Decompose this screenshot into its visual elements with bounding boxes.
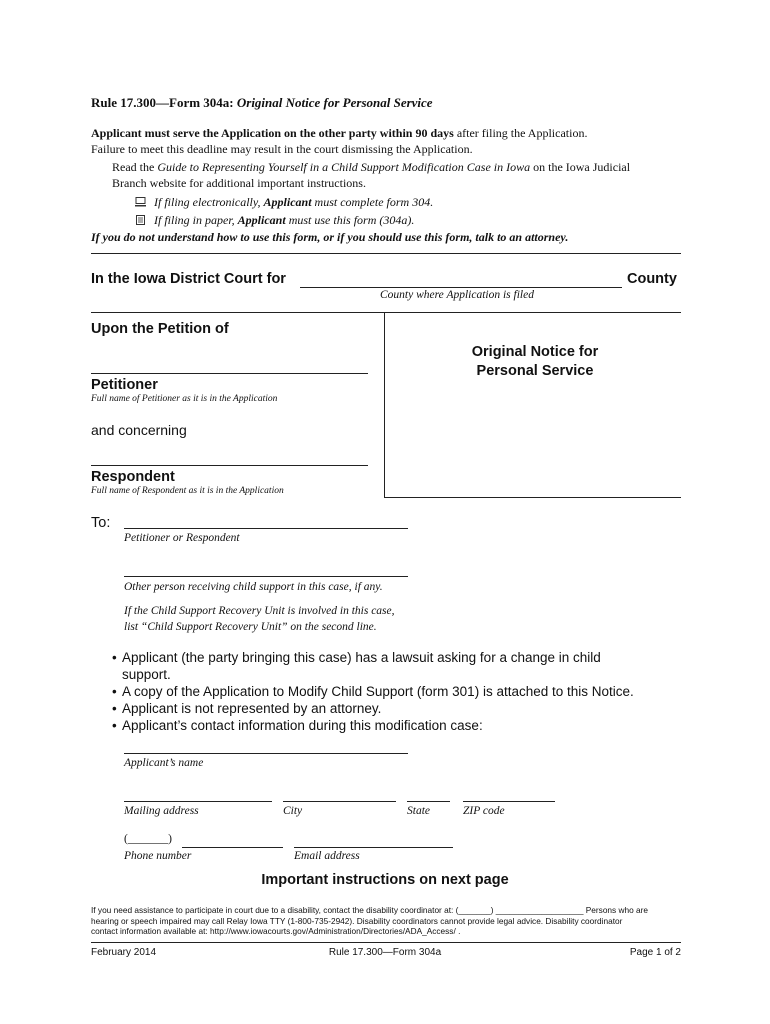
efile-c: must complete form 304. xyxy=(311,195,434,209)
deadline-warning: Failure to meet this deadline may result in the court dismissing the Application. xyxy=(91,142,473,156)
intro-deadline xyxy=(91,125,691,157)
respondent-hint: Full name of Respondent as it is in the Application xyxy=(91,486,284,496)
intro-guide xyxy=(112,159,712,191)
footer-form: Rule 17.300—Form 304a xyxy=(328,947,442,958)
phone-field[interactable] xyxy=(182,847,283,848)
bullet-text: Applicant (the party bringing this case) has a lawsuit asking for a change in child xyxy=(122,650,601,665)
to-line1-hint: Petitioner or Respondent xyxy=(124,532,240,544)
to-line-1[interactable] xyxy=(124,528,408,529)
computer-icon xyxy=(135,197,146,207)
bullet-text: Applicant is not represented by an attorney. xyxy=(122,701,382,716)
efile-line xyxy=(135,193,433,211)
ada-notice xyxy=(91,905,691,937)
bullet-dot: • xyxy=(112,684,117,699)
efile-a: If filing electronically, xyxy=(154,195,264,209)
petitioner-name-field[interactable] xyxy=(91,373,368,374)
ada-line1: If you need assistance to participate in court due to a disability, contact the disability coordinator at: (_______) ___________________ Persons who are xyxy=(91,905,649,915)
footer-page: Page 1 of 2 xyxy=(629,947,681,958)
bullet-item xyxy=(112,717,672,734)
attorney-warning: If you do not understand how to use this form, or if you should use this form, talk to an attorney. xyxy=(91,230,569,244)
notice-title xyxy=(430,343,640,381)
read-prefix: Read the xyxy=(112,160,158,174)
phone-label: Phone number xyxy=(124,850,192,862)
bullet-dot: • xyxy=(112,701,117,716)
bullet-dot: • xyxy=(112,718,117,733)
zip-label: ZIP code xyxy=(463,805,505,817)
bullet-item xyxy=(112,649,672,683)
applicant-name-label: Applicant’s name xyxy=(124,757,204,769)
guide-title: Guide to Representing Yourself in a Child Support Modification Case in Iowa xyxy=(157,160,531,174)
paper-document-icon xyxy=(135,215,146,225)
county-field[interactable] xyxy=(300,287,622,288)
filing-instructions xyxy=(135,193,433,229)
to-line-2[interactable] xyxy=(124,576,408,577)
city-label: City xyxy=(283,805,303,817)
caption-bottom-border xyxy=(384,497,681,498)
city-field[interactable] xyxy=(283,801,396,802)
mailing-address-field[interactable] xyxy=(124,801,272,802)
notice-bullets xyxy=(112,649,672,734)
state-label: State xyxy=(407,805,430,817)
notice-title-line1: Original Notice for xyxy=(471,344,599,360)
to-line2-hint: Other person receiving child support in this case, if any. xyxy=(124,581,383,593)
divider xyxy=(91,253,681,254)
zip-field[interactable] xyxy=(463,801,555,802)
upon-petition: Upon the Petition of xyxy=(91,321,229,337)
footer-divider xyxy=(91,942,681,943)
efile-b: Applicant xyxy=(263,195,312,209)
notice-title-line2: Personal Service xyxy=(476,363,594,379)
county-hint: County where Application is filed xyxy=(380,289,534,301)
paper-line xyxy=(135,211,433,229)
bullet-dot: • xyxy=(112,650,117,665)
paper-c: must use this form (304a). xyxy=(285,213,415,227)
rule-number: Rule 17.300—Form 304a: xyxy=(91,95,237,110)
bullet-text: A copy of the Application to Modify Child Support (form 301) is attached to this Notice. xyxy=(122,684,634,699)
email-label: Email address xyxy=(294,850,360,862)
and-concerning: and concerning xyxy=(91,422,187,438)
read-suffix: on the Iowa Judicial xyxy=(530,160,631,174)
caption-divider xyxy=(384,312,385,497)
court-heading: In the Iowa District Court for xyxy=(91,271,286,287)
state-field[interactable] xyxy=(407,801,450,802)
phone-area-code-field[interactable]: (_______) xyxy=(124,833,172,845)
footer-date: February 2014 xyxy=(91,947,157,958)
paper-b: Applicant xyxy=(237,213,286,227)
deadline-bold: Applicant must serve the Application on the other party within 90 days xyxy=(91,126,454,140)
ada-line2: hearing or speech impaired may call Relay Iowa TTY (1-800-735-2942). Disability coordinators cannot provide legal advice. Disability coordinator xyxy=(91,915,623,926)
csru-line2: list “Child Support Recovery Unit” on the second line. xyxy=(124,621,377,633)
next-page-notice: Important instructions on next page xyxy=(261,872,509,888)
csru-line1: If the Child Support Recovery Unit is involved in this case, xyxy=(124,605,395,617)
bullet-text-cont: support. xyxy=(122,667,171,682)
email-field[interactable] xyxy=(294,847,453,848)
petitioner-label: Petitioner xyxy=(91,377,158,393)
paper-a: If filing in paper, xyxy=(154,213,238,227)
respondent-label: Respondent xyxy=(91,469,175,485)
deadline-rest: after filing the Application. xyxy=(453,126,588,140)
to-label: To: xyxy=(91,515,111,531)
read-line2: Branch website for additional important instructions. xyxy=(112,176,366,190)
csru-note xyxy=(124,603,395,635)
form-title xyxy=(91,95,433,111)
caption-top-border xyxy=(91,312,681,313)
form-name: Original Notice for Personal Service xyxy=(236,95,433,110)
respondent-name-field[interactable] xyxy=(91,465,368,466)
mailing-address-label: Mailing address xyxy=(124,805,199,817)
applicant-name-field[interactable] xyxy=(124,753,408,754)
bullet-item xyxy=(112,683,672,700)
county-label: County xyxy=(627,271,677,287)
petitioner-hint: Full name of Petitioner as it is in the Application xyxy=(91,394,278,404)
bullet-item xyxy=(112,700,672,717)
ada-line3: contact information available at: http://www.iowacourts.gov/Administration/Directories/ADA_Access/ . xyxy=(91,926,461,936)
bullet-text: Applicant’s contact information during this modification case: xyxy=(122,718,483,733)
